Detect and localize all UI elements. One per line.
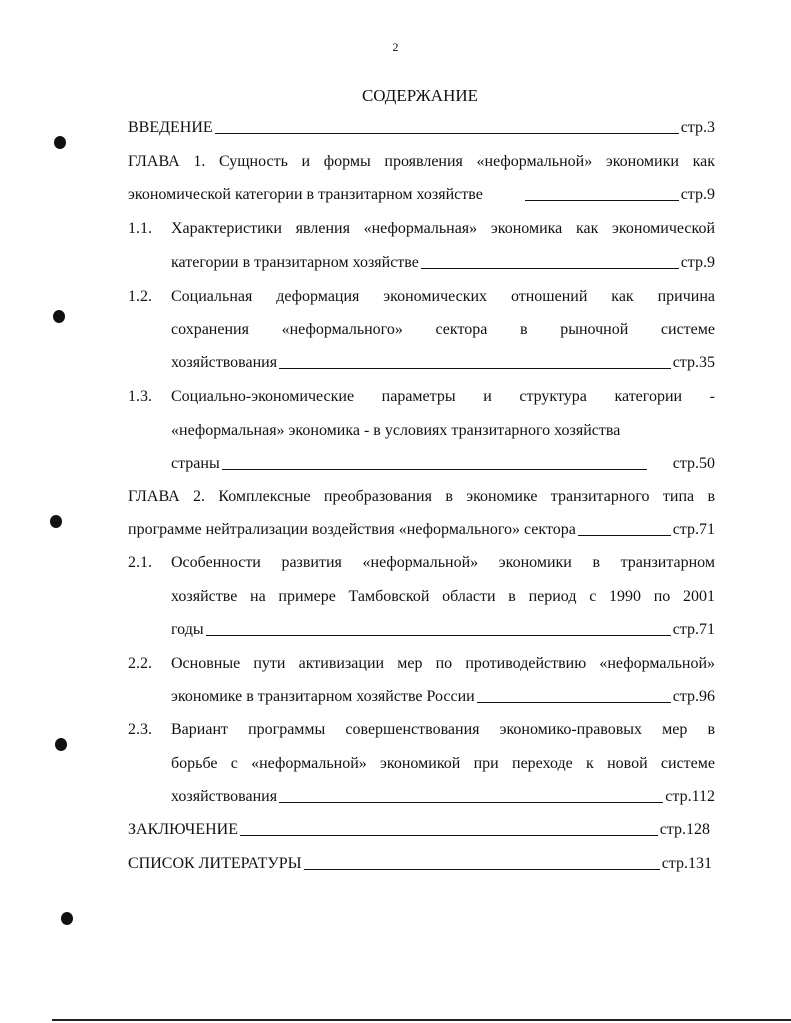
toc-page-ref: стр.9 — [680, 254, 715, 271]
toc-label: ВВЕДЕНИЕ — [128, 119, 213, 136]
toc-entry-chapter-2-cont[interactable] — [128, 520, 715, 540]
leader-line — [578, 534, 671, 536]
toc-label: ГЛАВА 1. Сущность и формы проявления «неформальной» экономики как — [128, 153, 715, 170]
toc-entry-conclusion[interactable] — [128, 820, 710, 840]
section-number: 1.2. — [128, 288, 152, 305]
toc-page-ref: стр.112 — [665, 788, 715, 805]
toc-entry-2-3-cont[interactable] — [171, 754, 715, 774]
toc-label: Вариант программы совершенствования экономико-правовых мер в — [171, 721, 715, 738]
toc-page-ref: стр.35 — [672, 354, 715, 371]
toc-label: экономике в транзитарном хозяйстве России — [171, 688, 475, 705]
toc-label: Социальная деформация экономических отношений как причина — [171, 288, 715, 305]
toc-entry-1-2-cont[interactable] — [171, 320, 715, 340]
page-title: СОДЕРЖАНИЕ — [361, 86, 479, 105]
toc-page-ref: стр.131 — [661, 855, 712, 872]
binding-hole-mark — [61, 912, 73, 925]
toc-entry-chapter-1-cont[interactable] — [128, 185, 715, 205]
leader-line — [304, 868, 660, 870]
toc-entry-1-3-cont2[interactable] — [171, 454, 715, 474]
leader-line — [206, 634, 671, 636]
toc-label: годы — [171, 621, 204, 638]
section-number: 2.2. — [128, 655, 152, 672]
leader-line — [279, 801, 663, 803]
toc-entry-2-1[interactable] — [171, 553, 715, 573]
toc-entry-1-2[interactable] — [171, 287, 715, 307]
toc-entry-references[interactable] — [128, 854, 712, 874]
leader-line — [525, 199, 679, 201]
toc-label: хозяйстве на примере Тамбовской области в период с 1990 по 2001 — [171, 588, 715, 605]
toc-entry-1-1[interactable] — [171, 219, 715, 239]
toc-entry-1-3[interactable] — [171, 387, 715, 407]
toc-label: сохранения «неформального» сектора в рыночной системе — [171, 321, 715, 338]
toc-entry-1-3-cont[interactable] — [171, 421, 715, 441]
leader-line — [222, 468, 647, 470]
toc-entry-2-1-cont[interactable] — [171, 587, 715, 607]
toc-entry-1-1-cont[interactable] — [171, 253, 715, 273]
toc-label: программе нейтрализации воздействия «неформального» сектора — [128, 521, 576, 538]
binding-hole-mark — [54, 136, 66, 149]
toc-label: борьбе с «неформальной» экономикой при переходе к новой системе — [171, 755, 715, 772]
toc-entry-1-2-cont2[interactable] — [171, 353, 715, 373]
toc-entry-2-3[interactable] — [171, 720, 715, 740]
toc-label: хозяйствования — [171, 354, 278, 371]
toc-label: хозяйствования — [171, 788, 278, 805]
leader-line — [215, 132, 679, 134]
toc-label: «неформальная» экономика - в условиях транзитарного хозяйства — [171, 422, 621, 439]
page-number: 2 — [392, 40, 399, 54]
toc-entry-2-1-cont2[interactable] — [171, 620, 715, 640]
toc-label: ГЛАВА 2. Комплексные преобразования в экономике транзитарного типа в — [128, 488, 715, 505]
binding-hole-mark — [53, 310, 65, 323]
section-number: 2.1. — [128, 554, 152, 571]
toc-label: Основные пути активизации мер по противодействию «неформальной» — [171, 655, 715, 672]
toc-entry-intro[interactable] — [128, 118, 715, 138]
leader-line — [240, 834, 658, 836]
toc-page-ref: стр.96 — [672, 688, 715, 705]
section-number: 2.3. — [128, 721, 152, 738]
toc-label: Социально-экономические параметры и структура категории - — [171, 388, 715, 405]
toc-page-ref: стр.71 — [672, 521, 715, 538]
toc-entry-2-3-cont2[interactable] — [171, 787, 715, 807]
toc-page-ref: стр.71 — [672, 621, 715, 638]
toc-page-ref: стр.3 — [680, 119, 715, 136]
toc-page-ref: стр.128 — [659, 821, 710, 838]
toc-label: Характеристики явления «неформальная» экономика как экономической — [171, 220, 715, 237]
toc-page-ref: стр.9 — [680, 186, 715, 203]
toc-label: страны — [171, 455, 220, 472]
section-number: 1.1. — [128, 220, 152, 237]
binding-hole-mark — [55, 738, 67, 751]
leader-line — [477, 701, 671, 703]
toc-entry-chapter-2[interactable] — [128, 487, 715, 507]
toc-entry-2-2-cont[interactable] — [171, 687, 715, 707]
toc-label: экономической категории в транзитарном хозяйстве — [128, 186, 483, 203]
toc-entry-2-2[interactable] — [171, 654, 715, 674]
leader-line — [279, 367, 671, 369]
leader-line — [421, 267, 679, 269]
toc-label: категории в транзитарном хозяйстве — [171, 254, 419, 271]
section-number: 1.3. — [128, 388, 152, 405]
toc-entry-chapter-1[interactable] — [128, 152, 715, 172]
toc-label: СПИСОК ЛИТЕРАТУРЫ — [128, 855, 302, 872]
toc-label: ЗАКЛЮЧЕНИЕ — [128, 821, 238, 838]
page-bottom-edge — [52, 1019, 791, 1021]
binding-hole-mark — [50, 515, 62, 528]
toc-label: Особенности развития «неформальной» экономики в транзитарном — [171, 554, 715, 571]
toc-page-ref: стр.50 — [672, 455, 715, 472]
